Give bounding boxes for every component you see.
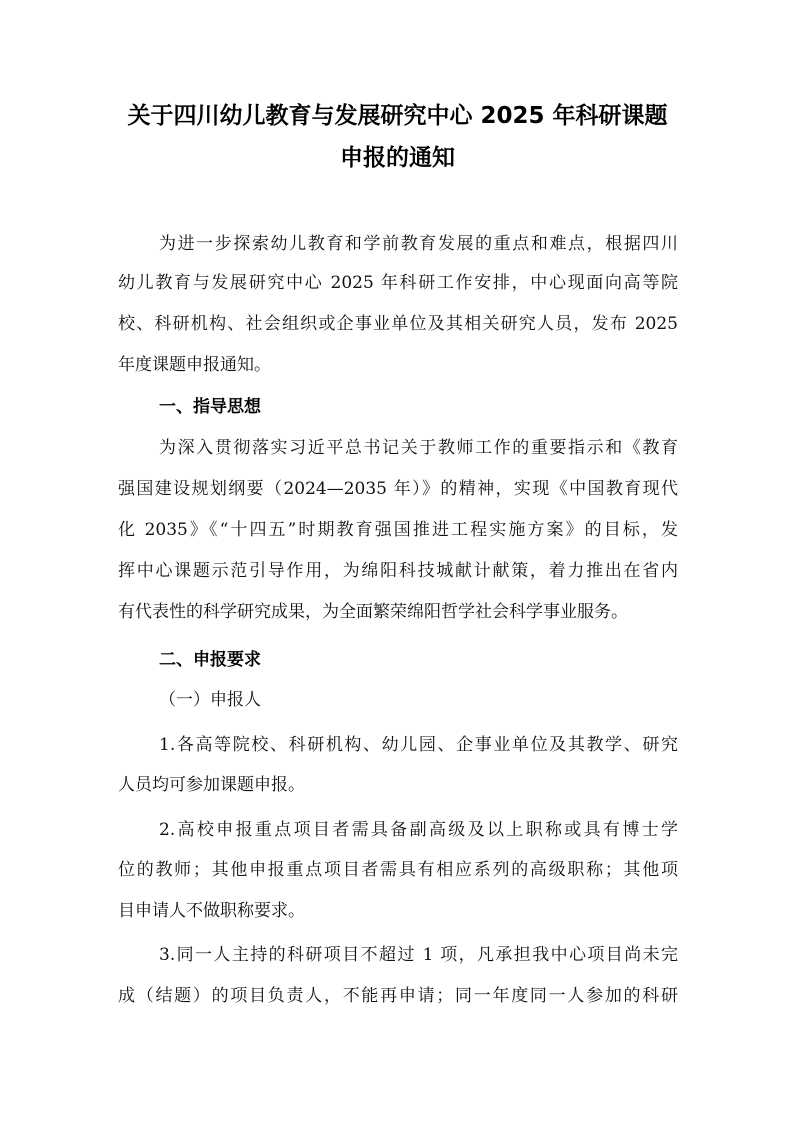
section-heading-guiding-thought: 一、指导思想 — [159, 397, 261, 417]
document-title-line-2: 申报的通知 — [340, 145, 455, 171]
intro-line-2: 幼儿教育与发展研究中心 2025 年科研工作安排，中心现面向高等院 — [118, 273, 678, 293]
section1-line-4: 挥中心课题示范引导作用，为绵阳科技城献计献策，着力推出在省内 — [118, 561, 678, 581]
intro-line-1: 为进一步探索幼儿教育和学前教育发展的重点和难点，根据四川 — [159, 234, 678, 254]
intro-line-3: 校、科研机构、社会组织或企事业单位及其相关研究人员，发布 2025 — [118, 314, 678, 334]
section-heading-requirements: 二、申报要求 — [159, 650, 261, 670]
item3-line-2: 成（结题）的项目负责人，不能再申请；同一年度同一人参加的科研 — [118, 986, 678, 1006]
item2-line-1: 2.高校申报重点项目者需具备副高级及以上职称或具有博士学 — [159, 820, 678, 840]
subsection-heading-applicant: （一）申报人 — [159, 690, 261, 710]
section1-line-3: 化 2035》《“十四五”时期教育强国推进工程实施方案》的目标，发 — [118, 520, 678, 540]
item1-line-1: 1.各高等院校、科研机构、幼儿园、企事业单位及其教学、研究 — [159, 735, 678, 755]
section1-line-5: 有代表性的科学研究成果，为全面繁荣绵阳哲学社会科学事业服务。 — [118, 602, 628, 622]
item2-line-3: 目申请人不做职称要求。 — [118, 901, 305, 921]
section1-line-2: 强国建设规划纲要（2024—2035 年）》的精神，实现《中国教育现代 — [118, 479, 678, 499]
item1-line-2: 人员均可参加课题申报。 — [118, 775, 305, 795]
item2-line-2: 位的教师；其他申报重点项目者需具有相应系列的高级职称；其他项 — [118, 860, 678, 880]
intro-line-4: 年度课题申报通知。 — [118, 355, 271, 375]
section1-line-1: 为深入贯彻落实习近平总书记关于教师工作的重要指示和《教育 — [159, 438, 678, 458]
item3-line-1: 3.同一人主持的科研项目不超过 1 项，凡承担我中心项目尚未完 — [159, 945, 678, 965]
document-title-line-1: 关于四川幼儿教育与发展研究中心 2025 年科研课题 — [127, 103, 668, 129]
